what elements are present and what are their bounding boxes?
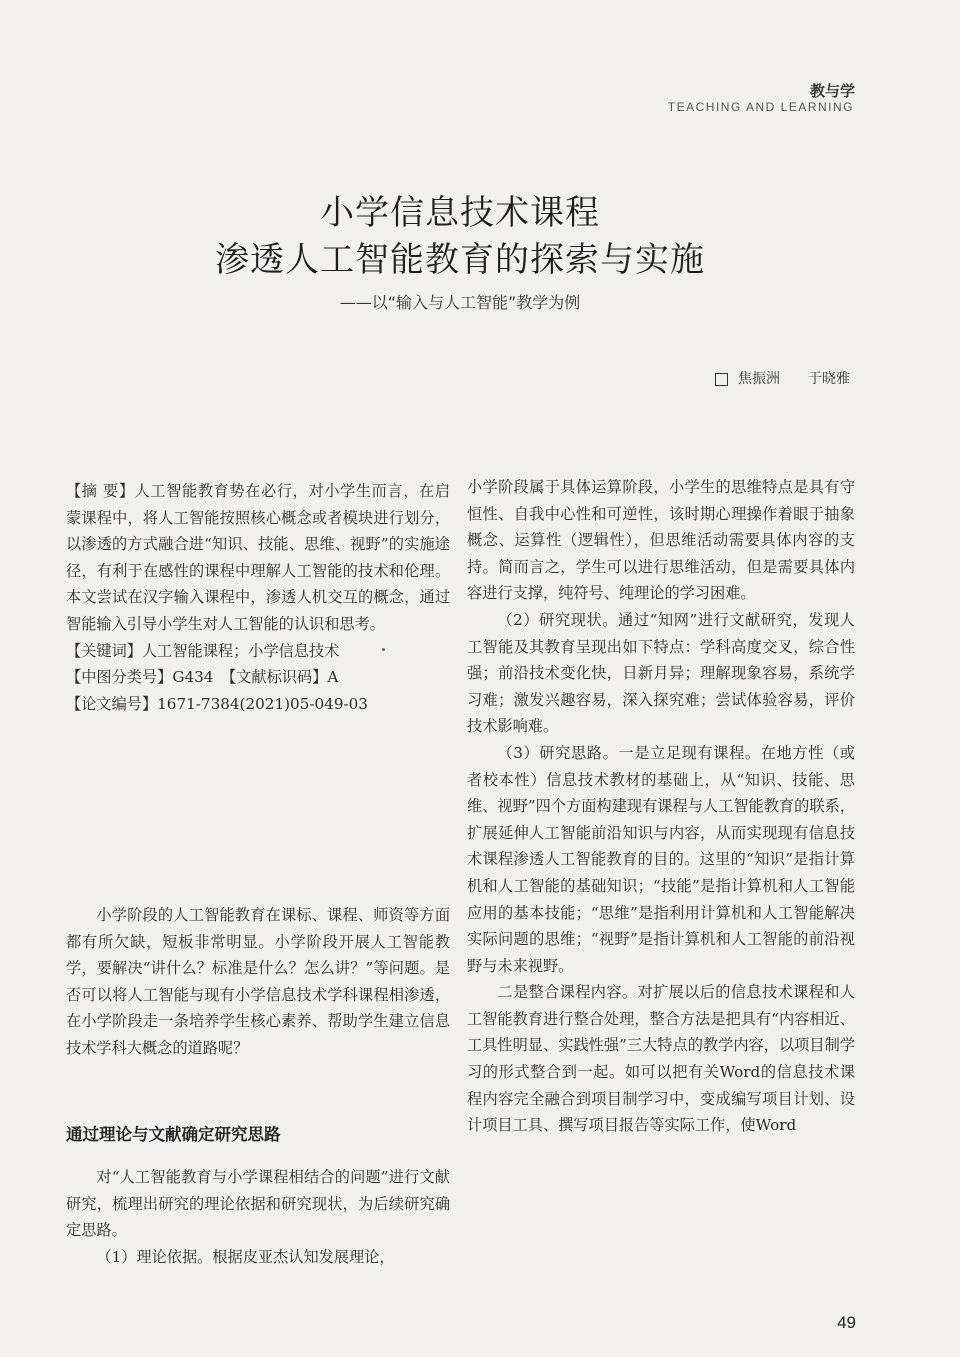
author-line [715, 368, 850, 388]
section-heading: 通过理论与文献确定研究思路 [66, 1125, 281, 1144]
journal-section-label-en: TEACHING AND LEARNING [667, 100, 854, 114]
section-paragraph-2: （1）理论依据。根据皮亚杰认知发展理论， [96, 1247, 395, 1266]
article-title-line-1: 小学信息技术课程 [320, 193, 600, 233]
section-body [66, 1164, 450, 1270]
section-paragraph-1: 对“人工智能教育与小学课程相结合的问题”进行文献研究，梳理出研究的理论依据和研究现状，为后续研究确定思路。 [66, 1168, 450, 1240]
keywords: 【关键词】人工智能课程；小学信息技术 [66, 641, 340, 660]
classification-codes: 【中图分类号】G434 【文献标识码】A [66, 668, 339, 687]
journal-section-label: 教与学 [809, 82, 855, 100]
right-paragraph-2: （2）研究现状。通过“知网”进行文献研究，发现人工智能及其教育呈现出如下特点：学科高度交叉，综合性强；前沿技术变化快，日新月异；理解现象容易，系统学习难；激发兴趣容易，深入探究难；尝试体验容易，评价技术影响难。 [467, 610, 855, 736]
right-paragraph-4: 二是整合课程内容。对扩展以后的信息技术课程和人工智能教育进行整合处理，整合方法是把具有“内容相近、工具性明显、实践性强”三大特点的教学内容，以项目制学习的形式整合到一起。如可以把有关Word的信息技术课程内容完全融合到项目制学习中，变成编写项目计划、设计项目工具、撰写项目报告等实际工作，使Word [467, 983, 855, 1135]
intro-paragraph: 小学阶段的人工智能教育在课标、课程、师资等方面都有所欠缺，短板非常明显。小学阶段开展人工智能教学，要解决“讲什么？标准是什么？怎么讲？”等问题。是否可以将人工智能与现有小学信息技术学科课程相渗透，在小学阶段走一条培养学生核心素养、帮助学生建立信息技术学科大概念的道路呢？ [66, 906, 450, 1057]
right-paragraph-1: 小学阶段属于具体运算阶段，小学生的思维特点是具有守恒性、自我中心性和可逆性，该时期心理操作着眼于抽象概念、运算性（逻辑性），但思维活动需要具体内容的支持。简而言之，学生可以进行思维活动，但是需要具体内容进行支撑，纯符号、纯理论的学习困难。 [467, 478, 855, 603]
page-number: 49 [837, 1313, 856, 1332]
author-1: 焦振洲 [715, 368, 780, 388]
author-box-icon [715, 373, 728, 386]
author-2: 于晓雅 [808, 371, 850, 387]
right-column [467, 474, 855, 1139]
article-subtitle: ——以“输入与人工智能”教学为例 [339, 293, 581, 312]
dot-mark [382, 648, 385, 651]
abstract-block [66, 478, 450, 717]
right-paragraph-3: （3）研究思路。一是立足现有课程。在地方性（或者校本性）信息技术教材的基础上，从“知识、技能、思维、视野”四个方面构建现有课程与人工智能教育的联系，扩展延伸人工智能前沿知识与内容，从而实现现有信息技术课程渗透人工智能教育的目的。这里的“知识”是指计算机和人工智能的基础知识；“技能”是指计算机和人工智能应用的基本技能；“思维”是指利用计算机和人工智能解决实际问题的思维；“视野”是指计算机和人工智能的前沿视野与未来视野。 [467, 743, 855, 975]
abstract-text: 【摘 要】人工智能教育势在必行，对小学生而言，在启蒙课程中，将人工智能按照核心概念或者模块进行划分，以渗透的方式融合进“知识、技能、思维、视野”的实施途径，有利于在感性的课程中理解人工智能的技术和伦理。本文尝试在汉字输入课程中，渗透人机交互的概念，通过智能输入引导小学生对人工智能的认识和思考。 [66, 482, 450, 633]
intro-block [66, 902, 450, 1062]
article-title-line-2: 渗透人工智能教育的探索与实施 [215, 240, 705, 280]
paper-number: 【论文编号】1671-7384(2021)05-049-03 [66, 694, 368, 713]
